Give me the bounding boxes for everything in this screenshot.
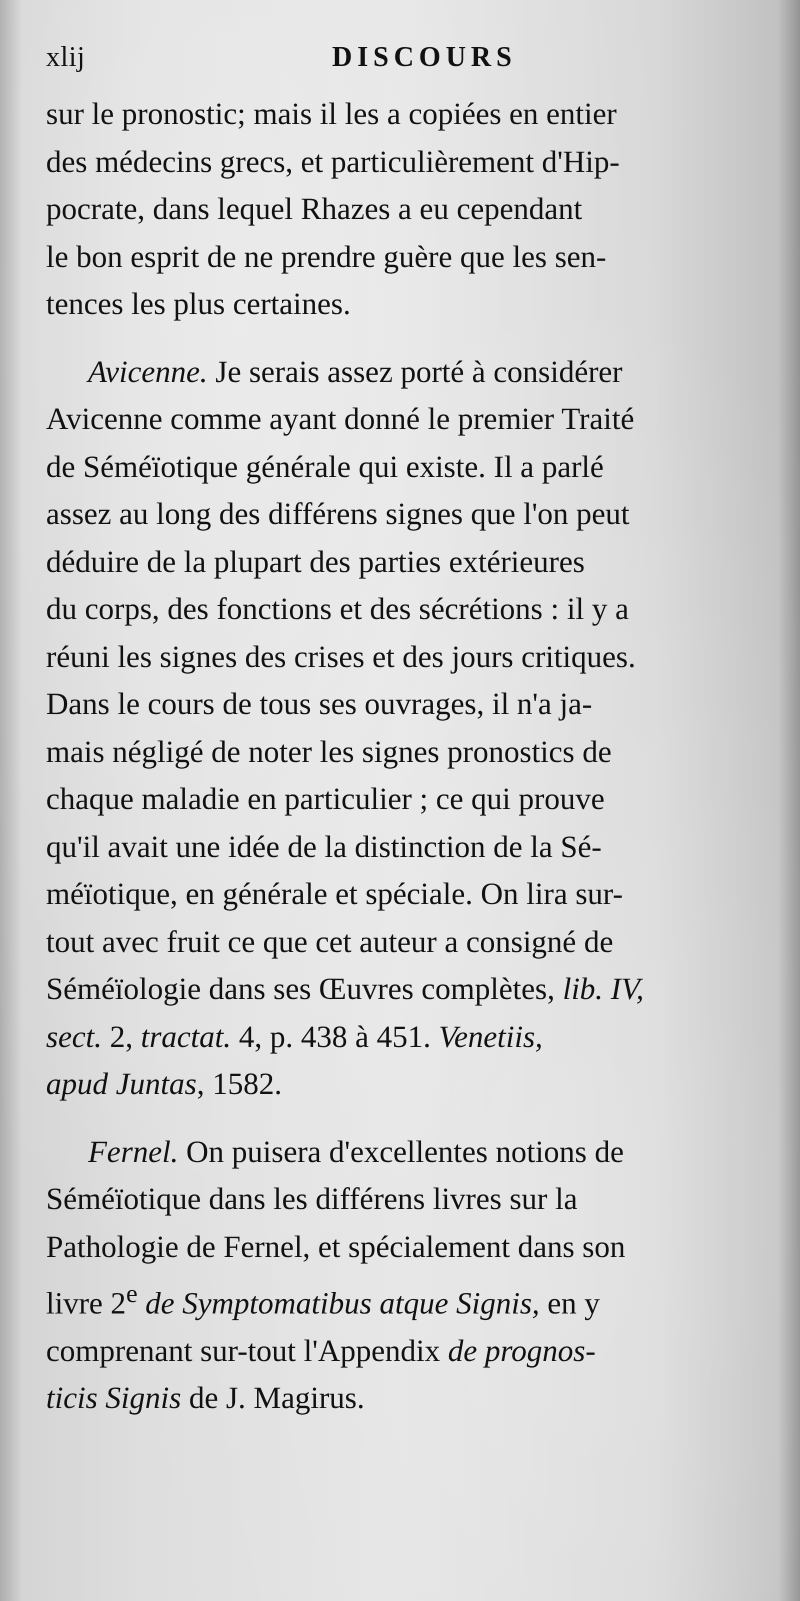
- text-run: Séméïologie dans ses Œuvres complètes,: [46, 971, 563, 1006]
- text-line: réuni les signes des crises et des jours critiques.: [46, 638, 636, 674]
- reference-italic: sect.: [46, 1018, 102, 1054]
- text-line: tences les plus certaines.: [46, 286, 351, 321]
- text-line: [46, 1270, 774, 1327]
- paragraph-fernel: [46, 1128, 774, 1422]
- paragraph-avicenne: [46, 348, 774, 1108]
- text-line: [46, 1327, 774, 1375]
- text-line: [46, 1374, 774, 1422]
- text-run: On puisera d'excellentes notions de: [178, 1133, 624, 1169]
- text-line: Pathologie de Fernel, et spécialement dans son: [46, 1228, 626, 1264]
- text-line: chaque maladie en particulier ; ce qui prouve: [46, 781, 605, 816]
- running-head: [46, 34, 774, 90]
- text-line: des médecins grecs, et particulièrement d'Hip-: [46, 143, 620, 179]
- reference-italic: Venetiis,: [438, 1018, 543, 1054]
- text-run: livre 2: [46, 1285, 127, 1321]
- title-italic: de prognos-: [447, 1332, 596, 1368]
- text-line: [46, 348, 774, 396]
- paragraph-rhazes: [46, 90, 774, 328]
- text-run: de J. Magirus.: [181, 1380, 365, 1416]
- reference-italic: tractat.: [140, 1018, 232, 1054]
- paragraph-gap: [46, 1108, 774, 1128]
- running-title: DISCOURS: [332, 42, 517, 73]
- title-italic: de Symptomatibus atque Signis,: [145, 1285, 540, 1321]
- text-run: 4, p. 438 à 451.: [231, 1018, 439, 1054]
- text-line: assez au long des différens signes que l'on peut: [46, 496, 630, 531]
- paragraph-gap: [46, 328, 774, 348]
- text-line: Dans le cours de tous ses ouvrages, il n'a ja-: [46, 686, 593, 721]
- text-line: Séméïotique dans les différens livres sur la: [46, 1181, 578, 1216]
- text-run: Je serais assez porté à considérer: [207, 353, 623, 389]
- text-line: [46, 965, 774, 1013]
- paragraph-lead-fernel: Fernel.: [88, 1133, 179, 1169]
- page-number: xlij: [46, 42, 86, 73]
- text-run: comprenant sur-tout l'Appendix: [46, 1332, 448, 1368]
- right-edge-shadow: [778, 0, 800, 1601]
- text-line: déduire de la plupart des parties extérieures: [46, 543, 585, 579]
- text-line: de Séméïotique générale qui existe. Il a parlé: [46, 448, 604, 484]
- text-line: pocrate, dans lequel Rhazes a eu cependant: [46, 191, 583, 226]
- text-run: en y: [539, 1285, 600, 1321]
- superscript: e: [126, 1279, 138, 1308]
- text-line: tout avec fruit ce que cet auteur a consigné de: [46, 923, 614, 959]
- reference-italic: apud Juntas: [46, 1066, 197, 1101]
- text-run: , 1582.: [196, 1066, 282, 1101]
- title-italic: ticis Signis: [46, 1380, 182, 1416]
- paragraph-lead-avicenne: Avicenne.: [88, 353, 208, 389]
- text-line: le bon esprit de ne prendre guère que les sen-: [46, 238, 607, 274]
- text-line: méïotique, en générale et spéciale. On lira sur-: [46, 876, 623, 911]
- left-edge-shadow: [0, 0, 22, 1601]
- text-line: [46, 1060, 774, 1108]
- text-line: du corps, des fonctions et des sécrétions : il y a: [46, 591, 629, 626]
- reference-italic: lib. IV,: [562, 971, 644, 1006]
- body-text: [46, 90, 774, 1422]
- text-line: mais négligé de noter les signes pronostics de: [46, 733, 612, 769]
- text-line: [46, 1128, 774, 1176]
- text-line: Avicenne comme ayant donné le premier Traité: [46, 401, 635, 436]
- text-line: qu'il avait une idée de la distinction de la Sé-: [46, 828, 602, 864]
- text-run: 2,: [101, 1018, 141, 1054]
- text-line: [46, 1013, 774, 1061]
- text-line: sur le pronostic; mais il les a copiées en entier: [46, 96, 617, 131]
